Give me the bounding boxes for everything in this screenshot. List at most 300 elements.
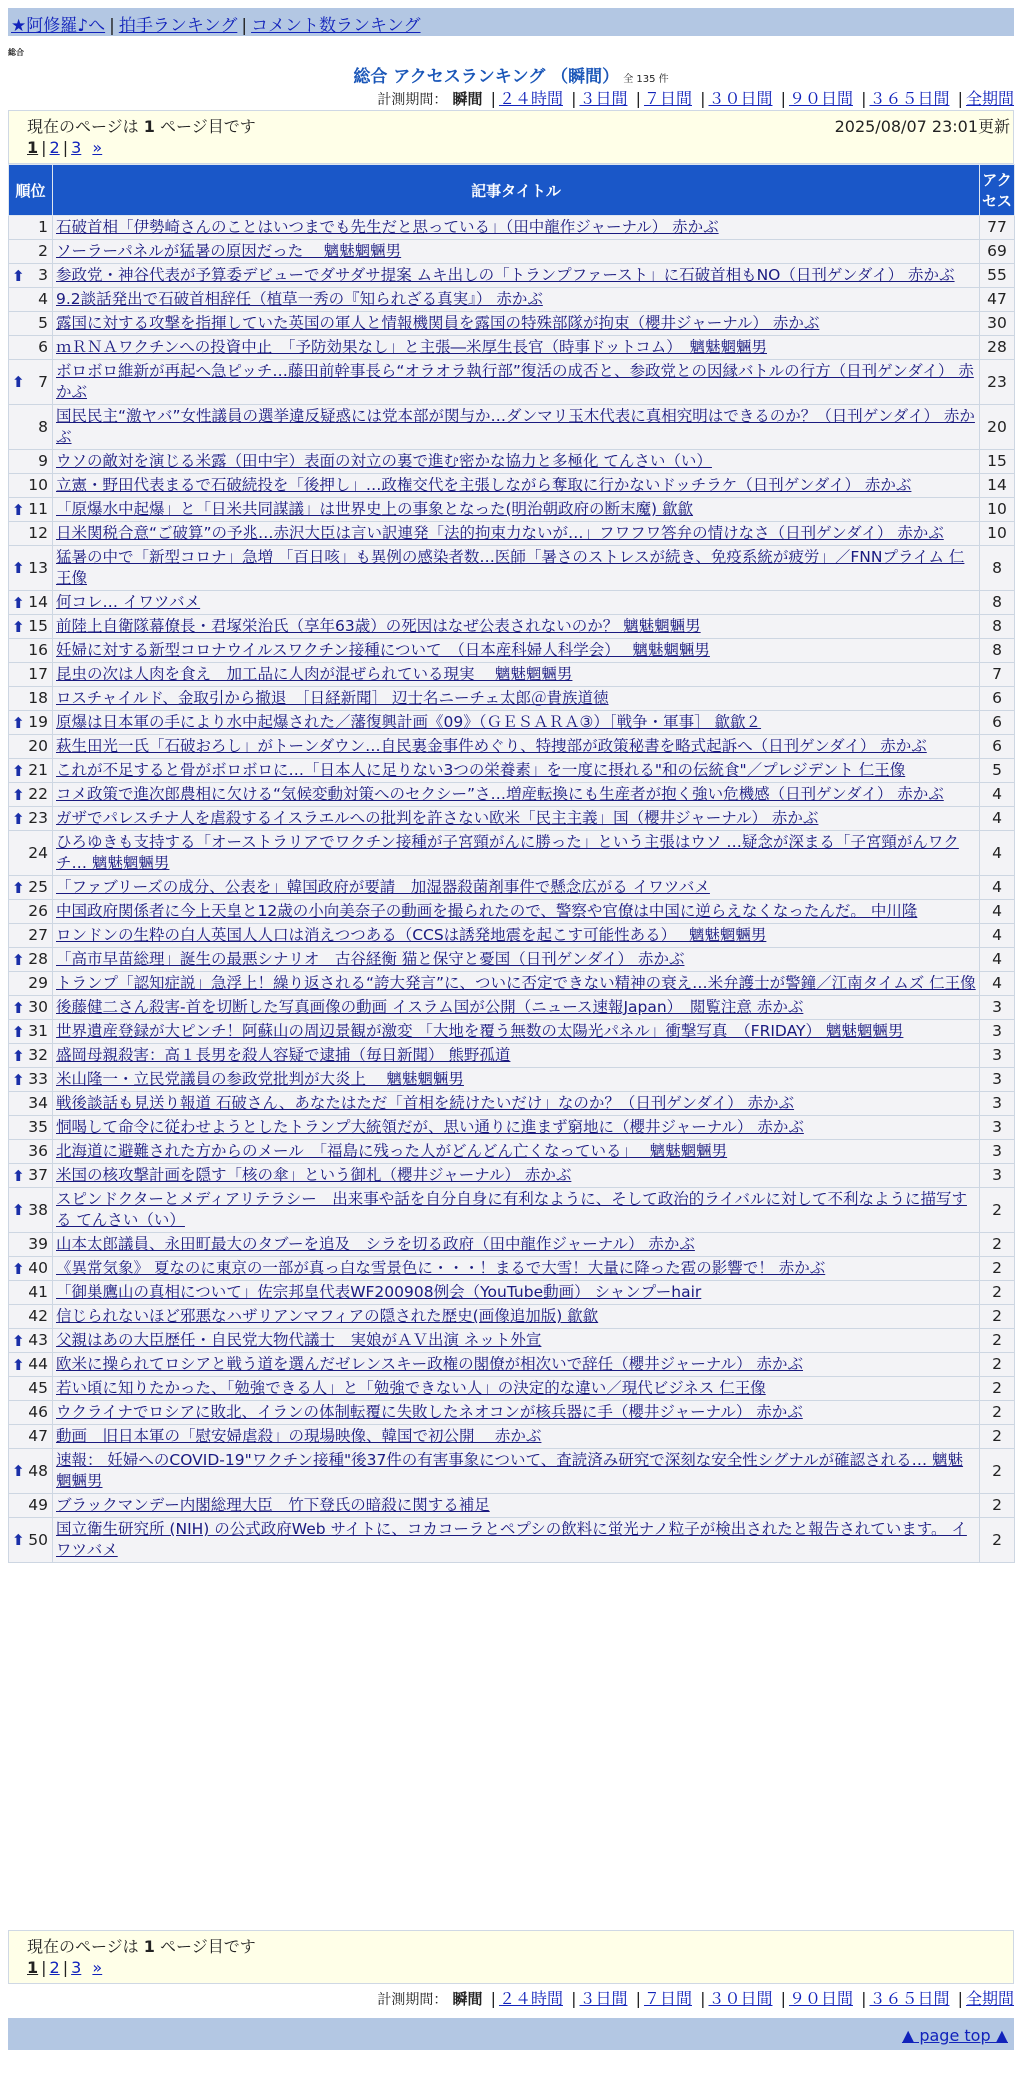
access-count: 4 <box>980 972 1015 996</box>
title-cell <box>53 240 980 264</box>
rank-cell <box>9 735 53 759</box>
article-link[interactable]: 後藤健二さん殺害-首を切断した写真画像の動画 イスラム国が公開（ニュース速報Japan） 閲覧注意 赤かぶ <box>56 998 804 1016</box>
rank-number: 8 <box>38 417 48 436</box>
period-24h[interactable]: ２４時間 <box>498 89 563 108</box>
access-count: 2 <box>980 1401 1015 1425</box>
rank-cell <box>9 1401 53 1425</box>
rank-number: 43 <box>28 1331 48 1349</box>
title-cell <box>53 735 980 759</box>
next-page-link[interactable]: » <box>92 138 103 157</box>
access-count: 8 <box>980 639 1015 663</box>
title-cell <box>53 1494 980 1518</box>
table-row <box>9 876 1015 900</box>
rank-number: 34 <box>28 1094 48 1112</box>
rank-cell <box>9 924 53 948</box>
rank-up-icon: ⬆ <box>12 1046 25 1065</box>
article-link[interactable]: 「高市早苗総理」誕生の最悪シナリオ 古谷経衡 猫と保守と憂国（日刊ゲンダイ） 赤かぶ <box>56 950 685 968</box>
period-label: 計測期間： <box>377 1992 448 2008</box>
table-row <box>9 450 1015 474</box>
access-count: 3 <box>980 1116 1015 1140</box>
table-row <box>9 711 1015 735</box>
title-cell <box>53 1116 980 1140</box>
table-row <box>9 591 1015 615</box>
rank-up-icon: ⬆ <box>12 761 25 780</box>
table-row <box>9 405 1015 450</box>
article-link[interactable]: 戦後談話も見送り報道 石破さん、あなたはただ「首相を続けたいだけ」なのか？（日刊ゲンダイ） 赤かぶ <box>56 1094 795 1112</box>
access-count: 2 <box>980 1305 1015 1329</box>
article-link[interactable]: 《異常気象》 夏なのに東京の一部が真っ白な雪景色に・・・！まるで大雪！大量に降った雹の影響で！ 赤かぶ <box>56 1259 826 1277</box>
rank-cell <box>9 1116 53 1140</box>
rank-number: 37 <box>28 1166 48 1184</box>
rank-number: 25 <box>28 878 48 896</box>
table-row <box>9 474 1015 498</box>
table-row <box>9 312 1015 336</box>
rank-number: 16 <box>28 641 48 659</box>
period-all[interactable]: 全期間 <box>965 1989 1014 2008</box>
table-row <box>9 288 1015 312</box>
rank-up-icon: ⬆ <box>12 1022 25 1041</box>
access-count: 47 <box>980 288 1015 312</box>
table-row <box>9 1518 1015 1563</box>
article-link[interactable]: ｍＲＮＡワクチンへの投資中止 「予防効果なし」と主張―米厚生長官（時事ドットコム） 魑魅魍魎男 <box>56 338 767 356</box>
access-count: 20 <box>980 405 1015 450</box>
article-link[interactable]: 信じられないほど邪悪なハザリアンマフィアの隠された歴史(画像追加版) 歙歙 <box>56 1307 599 1325</box>
access-count: 6 <box>980 711 1015 735</box>
article-link[interactable]: ウクライナでロシアに敗北、イランの体制転覆に失敗したネオコンが核兵器に手（櫻井ジャーナル） 赤かぶ <box>56 1403 803 1421</box>
title-cell <box>53 522 980 546</box>
article-link[interactable]: トランプ「認知症説」急浮上！繰り返される“誇大発言”に、ついに否定できない精神の衰え…米弁護士が警鐘／江南タイムズ 仁王像 <box>56 974 976 992</box>
pager: 1 | 2 | 3 » <box>27 1958 103 1977</box>
title-cell <box>53 1425 980 1449</box>
pagination-box-bottom <box>8 1930 1014 1984</box>
table-row <box>9 1116 1015 1140</box>
clap-ranking-link[interactable]: 拍手ランキング <box>118 16 238 36</box>
article-link[interactable]: 中国政府関係者に今上天皇と12歳の小向美奈子の動画を撮られたので、警察や官僚は中国に逆らえなくなったんだ。 中川隆 <box>56 902 918 920</box>
title-cell <box>53 996 980 1020</box>
article-link[interactable]: ウソの敵対を演じる米露（田中宇）表面の対立の裏で進む密かな協力と多極化 てんさい（い） <box>56 452 712 470</box>
rank-cell <box>9 1092 53 1116</box>
table-row <box>9 546 1015 591</box>
access-count: 14 <box>980 474 1015 498</box>
table-row <box>9 240 1015 264</box>
access-count: 4 <box>980 831 1015 876</box>
article-link[interactable]: ひろゆきも支持する「オーストラリアでワクチン接種が子宮頸がんに勝った」という主張はウソ …疑念が深まる「子宮頸がんワクチ… 魑魅魍魎男 <box>56 833 959 872</box>
rank-number: 14 <box>28 593 48 611</box>
table-row <box>9 735 1015 759</box>
table-row <box>9 1092 1015 1116</box>
article-link[interactable]: 石破首相「伊勢崎さんのことはいつまでも先生だと思っている」（田中龍作ジャーナル） 赤かぶ <box>56 218 719 236</box>
rank-up-icon: ⬆ <box>12 713 25 732</box>
page-message: 現在のページは 1 ページ目です <box>27 117 256 136</box>
rank-cell <box>9 783 53 807</box>
period-24h[interactable]: ２４時間 <box>498 1989 563 2008</box>
page-message: 現在のページは 1 ページ目です <box>27 1937 256 1956</box>
title-cell <box>53 948 980 972</box>
top-nav-bar <box>8 8 1014 36</box>
article-link[interactable]: 父親はあの大臣歴任・自民党大物代議士 実娘がＡＶ出演 ネット外宣 <box>56 1331 542 1349</box>
article-link[interactable]: 萩生田光一氏「石破おろし」がトーンダウン…自民裏金事件めぐり、特捜部が政策秘書を略式起訴へ（日刊ゲンダイ） 赤かぶ <box>56 737 927 755</box>
article-link[interactable]: 参政党・神谷代表が予算委デビューでダサダサ提案 ムキ出しの「トランプファースト」に石破首相もNO（日刊ゲンダイ） 赤かぶ <box>56 266 955 284</box>
article-link[interactable]: 「ファブリーズの成分、公表を」韓国政府が要請 加湿器殺菌剤事件で懸念広がる イワツバメ <box>56 878 710 896</box>
article-link[interactable]: 「原爆水中起爆」と「日米共同謀議」は世界史上の事象となった(明治朝政府の断末魔) 歙歙 <box>56 500 694 518</box>
rank-up-icon: ⬆ <box>12 1331 25 1350</box>
access-count: 15 <box>980 450 1015 474</box>
rank-number: 49 <box>28 1496 48 1514</box>
rank-number: 38 <box>28 1200 48 1219</box>
period-current: 瞬間 <box>452 1990 483 2008</box>
table-row <box>9 807 1015 831</box>
access-count: 2 <box>980 1494 1015 1518</box>
rank-cell <box>9 312 53 336</box>
title-cell <box>53 1233 980 1257</box>
rank-cell <box>9 474 53 498</box>
table-row <box>9 1494 1015 1518</box>
rank-number: 9 <box>38 452 48 470</box>
rank-up-icon: ⬆ <box>12 1201 25 1219</box>
table-row <box>9 1164 1015 1188</box>
rank-cell <box>9 1140 53 1164</box>
article-link[interactable]: これが不足すると骨がボロボロに…「日本人に足りない3つの栄養素」を一度に摂れる"和の伝統食"／プレジデント 仁王像 <box>56 761 906 779</box>
updated-timestamp: 2025/08/07 23:01更新 <box>834 117 1010 136</box>
rank-cell <box>9 522 53 546</box>
article-link[interactable]: ガザでパレスチナ人を虐殺するイスラエルへの批判を許さない欧米「民主主義」国（櫻井ジャーナル） 赤かぶ <box>56 809 819 827</box>
rank-number: 1 <box>38 218 48 236</box>
rank-cell <box>9 1233 53 1257</box>
title-cell <box>53 498 980 522</box>
table-row <box>9 264 1015 288</box>
article-link[interactable]: 速報： 妊婦へのCOVID-19"ワクチン接種"後37件の有害事象について、査読済み研究で深刻な安全性シグナルが確認される… 魑魅魍魎男 <box>56 1451 964 1490</box>
period-365d[interactable]: ３６５日間 <box>869 89 950 108</box>
rank-cell <box>9 360 53 405</box>
rank-cell <box>9 639 53 663</box>
rank-number: 13 <box>28 558 48 577</box>
access-count: 2 <box>980 1425 1015 1449</box>
table-row <box>9 522 1015 546</box>
table-row <box>9 663 1015 687</box>
title-cell <box>53 288 980 312</box>
article-link[interactable]: 立憲・野田代表まるで石破続投を「後押し」…政権交代を主張しながら奪取に行かないドッチラケ（日刊ゲンダイ） 赤かぶ <box>56 476 912 494</box>
rank-up-icon: ⬆ <box>12 559 25 577</box>
access-count: 4 <box>980 876 1015 900</box>
article-link[interactable]: 昆虫の次は人肉を食え 加工品に人肉が混ぜられている現実 魑魅魍魎男 <box>56 665 573 683</box>
rank-cell <box>9 288 53 312</box>
table-row <box>9 1353 1015 1377</box>
period-current: 瞬間 <box>452 90 483 108</box>
rank-cell <box>9 1377 53 1401</box>
article-link[interactable]: 国民民主“激ヤバ”女性議員の選挙違反疑惑には党本部が関与か…ダンマリ玉木代表に真相究明はできるのか？（日刊ゲンダイ） 赤かぶ <box>56 407 975 446</box>
access-count: 8 <box>980 615 1015 639</box>
table-row <box>9 924 1015 948</box>
table-row <box>9 687 1015 711</box>
title-cell <box>53 1377 980 1401</box>
period-all[interactable]: 全期間 <box>965 89 1014 108</box>
rank-number: 47 <box>28 1427 48 1445</box>
rank-up-icon: ⬆ <box>12 809 25 828</box>
asyura-home-link[interactable]: ★阿修羅♪へ <box>11 16 106 36</box>
article-link[interactable]: 日米関税合意“ご破算”の予兆…赤沢大臣は言い訳連発「法的拘束力ないが…」フワフワ答弁の情けなさ（日刊ゲンダイ） 赤かぶ <box>56 524 944 542</box>
title-cell <box>53 663 980 687</box>
category-tag: 総合 <box>8 48 24 57</box>
rank-up-icon: ⬆ <box>12 785 25 804</box>
access-count: 7 <box>980 663 1015 687</box>
rank-number: 26 <box>28 902 48 920</box>
rank-number: 20 <box>28 737 48 755</box>
page-link-3[interactable]: 3 <box>71 1958 82 1977</box>
access-count: 8 <box>980 591 1015 615</box>
rank-cell <box>9 1305 53 1329</box>
ranking-table <box>8 164 1015 1563</box>
rank-cell <box>9 807 53 831</box>
rank-up-icon: ⬆ <box>12 878 25 897</box>
table-row <box>9 1401 1015 1425</box>
table-row <box>9 948 1015 972</box>
title-cell <box>53 687 980 711</box>
rank-cell <box>9 1353 53 1377</box>
rank-number: 3 <box>38 266 48 284</box>
access-count: 28 <box>980 336 1015 360</box>
rank-cell <box>9 405 53 450</box>
access-count: 4 <box>980 924 1015 948</box>
table-row <box>9 216 1015 240</box>
title-cell <box>53 1188 980 1233</box>
title-cell <box>53 831 980 876</box>
title-cell <box>53 336 980 360</box>
comment-ranking-link[interactable]: コメント数ランキング <box>251 16 421 36</box>
title-cell <box>53 1281 980 1305</box>
article-link[interactable]: ブラックマンデー内閣総理大臣 竹下登氏の暗殺に関する補足 <box>56 1496 490 1514</box>
page-link-2[interactable]: 2 <box>49 138 60 157</box>
rank-number: 11 <box>28 500 48 518</box>
title-cell <box>53 1068 980 1092</box>
rank-number: 50 <box>28 1530 48 1549</box>
table-row <box>9 783 1015 807</box>
period-selector-bottom: 計測期間： 瞬間 | ２４時間 | ３日間 | ７日間 | ３０日間 | ９０日間 | ３６５日間 | 全期間 <box>377 1989 1014 2008</box>
access-count: 3 <box>980 1068 1015 1092</box>
title-cell <box>53 216 980 240</box>
title-cell <box>53 972 980 996</box>
rank-cell <box>9 240 53 264</box>
article-link[interactable]: 前陸上自衛隊幕僚長・君塚栄治氏（享年63歳）の死因はなぜ公表されないのか？ 魑魅魍魎男 <box>56 617 701 635</box>
title-cell <box>53 1257 980 1281</box>
article-link[interactable]: 動画 旧日本軍の「慰安婦虐殺」の現場映像、韓国で初公開 赤かぶ <box>56 1427 542 1445</box>
page-link-2[interactable]: 2 <box>49 1958 60 1977</box>
period-7d[interactable]: ７日間 <box>643 1989 692 2008</box>
title-cell <box>53 474 980 498</box>
current-page: 1 <box>27 138 39 157</box>
rank-up-icon: ⬆ <box>12 950 25 969</box>
article-link[interactable]: ロンドンの生粋の白人英国人人口は消えつつある（CCSは誘発地震を起こす可能性ある） 魑魅魍魎男 <box>56 926 767 944</box>
access-count: 3 <box>980 1020 1015 1044</box>
footer-bar <box>8 2018 1014 2050</box>
table-row <box>9 336 1015 360</box>
access-count: 69 <box>980 240 1015 264</box>
ranking-body <box>9 216 1015 1563</box>
article-link[interactable]: 欧米に操られてロシアと戦う道を選んだゼレンスキー政権の閣僚が相次いで辞任（櫻井ジャーナル） 赤かぶ <box>56 1355 803 1373</box>
table-row <box>9 972 1015 996</box>
rank-number: 45 <box>28 1379 48 1397</box>
table-row <box>9 1140 1015 1164</box>
period-90d[interactable]: ９０日間 <box>788 1989 853 2008</box>
access-count: 4 <box>980 900 1015 924</box>
rank-cell <box>9 1257 53 1281</box>
rank-cell <box>9 264 53 288</box>
rank-cell <box>9 1188 53 1233</box>
rank-header: 順位 <box>9 165 53 216</box>
period-3d[interactable]: ３日間 <box>579 1989 628 2008</box>
article-link[interactable]: 北海道に避難された方からのメール 「福島に残った人がどんどん亡くなっている」 魑魅魍魎男 <box>56 1142 728 1160</box>
rank-number: 27 <box>28 926 48 944</box>
title-cell <box>53 1353 980 1377</box>
title-cell <box>53 711 980 735</box>
table-header-row <box>9 165 1015 216</box>
rank-number: 32 <box>28 1046 48 1064</box>
rank-number: 28 <box>28 950 48 968</box>
title-cell <box>53 1164 980 1188</box>
rank-number: 21 <box>28 761 48 779</box>
rank-number: 12 <box>28 524 48 542</box>
total-count: 全 135 件 <box>623 74 669 85</box>
page-top-link[interactable]: ▲ page top ▲ <box>901 2026 1008 2045</box>
rank-up-icon: ⬆ <box>12 1531 25 1549</box>
article-link[interactable]: 露国に対する攻撃を指揮していた英国の軍人と情報機関員を露国の特殊部隊が拘束（櫻井ジャーナル） 赤かぶ <box>56 314 820 332</box>
rank-cell <box>9 996 53 1020</box>
article-link[interactable]: 「御巣鷹山の真相について」佐宗邦皇代表WF200908例会（YouTube動画） シャンプーhair <box>56 1283 702 1301</box>
article-link[interactable]: 世界遺産登録が大ピンチ！阿蘇山の周辺景観が激変 「大地を覆う無数の太陽光パネル」衝撃写真 （FRIDAY） 魑魅魍魎男 <box>56 1022 904 1040</box>
rank-cell <box>9 450 53 474</box>
access-count: 2 <box>980 1377 1015 1401</box>
table-row <box>9 1257 1015 1281</box>
article-link[interactable]: 妊婦に対する新型コロナウイルスワクチン接種について （日本産科婦人科学会） 魑魅魍魎男 <box>56 641 710 659</box>
rank-number: 42 <box>28 1307 48 1325</box>
rank-up-icon: ⬆ <box>12 1070 25 1089</box>
rank-up-icon: ⬆ <box>12 1462 25 1480</box>
period-90d[interactable]: ９０日間 <box>788 89 853 108</box>
rank-up-icon: ⬆ <box>12 1355 25 1374</box>
rank-cell <box>9 876 53 900</box>
title-cell <box>53 1401 980 1425</box>
rank-cell <box>9 972 53 996</box>
article-link[interactable]: 米国の核攻撃計画を隠す「核の傘」という御札（櫻井ジャーナル） 赤かぶ <box>56 1166 572 1184</box>
title-cell <box>53 1044 980 1068</box>
article-link[interactable]: スピンドクターとメディアリテラシー 出来事や話を自分自身に有利なように、そして政治的ライバルに対して不利なように描写する てんさい（い） <box>56 1190 967 1229</box>
article-link[interactable]: 原爆は日本軍の手により水中起爆された／藩復興計画《09》（ＧＥＳＡＲＡ③）［戦争・軍事］ 歙歙２ <box>56 713 762 731</box>
title-cell <box>53 759 980 783</box>
rank-cell <box>9 336 53 360</box>
title-cell <box>53 360 980 405</box>
title-cell <box>53 900 980 924</box>
rank-number: 18 <box>28 689 48 707</box>
access-count: 4 <box>980 948 1015 972</box>
top-nav-links <box>11 11 421 36</box>
article-link[interactable]: 盛岡母親殺害：高１長男を殺人容疑で逮捕（毎日新聞） 熊野孤道 <box>56 1046 511 1064</box>
period-selector: 計測期間： 瞬間 | ２４時間 | ３日間 | ７日間 | ３０日間 | ９０日間 | ３６５日間 | 全期間 <box>377 89 1014 108</box>
article-link[interactable]: ロスチャイルド、金取引から撤退 ［日経新聞］ 辺士名ニーチェ太郎＠貴族道徳 <box>56 689 609 707</box>
rank-cell <box>9 1494 53 1518</box>
article-link[interactable]: 国立衛生研究所 (NIH) の公式政府Web サイトに、コカコーラとペプシの飲料に蛍光ナノ粒子が検出されたと報告されています。 イワツバメ <box>56 1520 967 1559</box>
rank-cell <box>9 1068 53 1092</box>
rank-number: 23 <box>28 809 48 827</box>
period-3d[interactable]: ３日間 <box>579 89 628 108</box>
article-link[interactable]: ボロボロ維新が再起へ急ピッチ…藤田前幹事長ら“オラオラ執行部”復活の成否と、参政党との因縁バトルの行方（日刊ゲンダイ） 赤かぶ <box>56 362 974 401</box>
table-row <box>9 1068 1015 1092</box>
article-link[interactable]: 若い頃に知りたかった、「勉強できる人」と「勉強できない人」の決定的な違い／現代ビジネス 仁王像 <box>56 1379 766 1397</box>
table-row <box>9 1020 1015 1044</box>
rank-up-icon: ⬆ <box>12 617 25 636</box>
access-count: 2 <box>980 1518 1015 1563</box>
next-page-link[interactable]: » <box>92 1958 103 1977</box>
rank-number: 48 <box>28 1461 48 1480</box>
article-link[interactable]: 米山隆一・立民党議員の参政党批判が大炎上 魑魅魍魎男 <box>56 1070 464 1088</box>
title-cell <box>53 639 980 663</box>
title-cell <box>53 1140 980 1164</box>
rank-cell <box>9 1164 53 1188</box>
access-count: 3 <box>980 1044 1015 1068</box>
rank-cell <box>9 615 53 639</box>
rank-number: 31 <box>28 1022 48 1040</box>
period-label: 計測期間： <box>377 92 448 108</box>
article-link[interactable]: 恫喝して命令に従わせようとしたトランプ大統領だが、思い通りに進まず窮地に（櫻井ジャーナル） 赤かぶ <box>56 1118 804 1136</box>
period-7d[interactable]: ７日間 <box>643 89 692 108</box>
article-link[interactable]: 何コレ… イワツバメ <box>56 593 201 611</box>
title-cell <box>53 1305 980 1329</box>
article-link[interactable]: ソーラーパネルが猛暑の原因だった 魑魅魍魎男 <box>56 242 402 260</box>
rank-number: 7 <box>38 372 48 391</box>
title-cell <box>53 924 980 948</box>
rank-cell <box>9 759 53 783</box>
title-cell <box>53 615 980 639</box>
rank-cell <box>9 900 53 924</box>
title-cell <box>53 807 980 831</box>
rank-number: 33 <box>28 1070 48 1088</box>
title-cell <box>53 1329 980 1353</box>
article-link[interactable]: 猛暑の中で「新型コロナ」急増 「百日咳」も異例の感染者数…医師「暑さのストレスが続き、免疫系統が疲労」／FNNプライム 仁王像 <box>56 548 965 587</box>
period-365d[interactable]: ３６５日間 <box>869 1989 950 2008</box>
access-count: 23 <box>980 360 1015 405</box>
access-count: 3 <box>980 1164 1015 1188</box>
rank-cell <box>9 1329 53 1353</box>
rank-number: 46 <box>28 1403 48 1421</box>
rank-up-icon: ⬆ <box>12 1166 25 1185</box>
title-cell <box>53 876 980 900</box>
rank-number: 22 <box>28 785 48 803</box>
current-page: 1 <box>27 1958 39 1977</box>
rank-cell <box>9 216 53 240</box>
table-row <box>9 1281 1015 1305</box>
table-row <box>9 996 1015 1020</box>
rank-up-icon: ⬆ <box>12 266 25 285</box>
title-cell <box>53 1092 980 1116</box>
period-30d[interactable]: ３０日間 <box>708 1989 773 2008</box>
title-header: 記事タイトル <box>53 165 980 216</box>
rank-up-icon: ⬆ <box>12 593 25 612</box>
title-cell <box>53 591 980 615</box>
article-link[interactable]: 山本太郎議員、永田町最大のタブーを追及 シラを切る政府（田中龍作ジャーナル） 赤かぶ <box>56 1235 695 1253</box>
title-cell <box>53 312 980 336</box>
title-cell <box>53 1449 980 1494</box>
rank-number: 15 <box>28 617 48 635</box>
article-link[interactable]: コメ政策で進次郎農相に欠ける“気候変動対策へのセクシー”さ…増産転換にも生産者が抱く強い危機感（日刊ゲンダイ） 赤かぶ <box>56 785 944 803</box>
pager: 1 | 2 | 3 » <box>27 138 103 157</box>
access-count: 2 <box>980 1329 1015 1353</box>
page-link-3[interactable]: 3 <box>71 138 82 157</box>
table-row <box>9 1425 1015 1449</box>
table-row <box>9 831 1015 876</box>
rank-cell <box>9 1281 53 1305</box>
rank-number: 39 <box>28 1235 48 1253</box>
rank-up-icon: ⬆ <box>12 373 25 391</box>
article-link[interactable]: 9.2談話発出で石破首相辞任（植草一秀の『知られざる真実』） 赤かぶ <box>56 290 543 308</box>
period-30d[interactable]: ３０日間 <box>708 89 773 108</box>
